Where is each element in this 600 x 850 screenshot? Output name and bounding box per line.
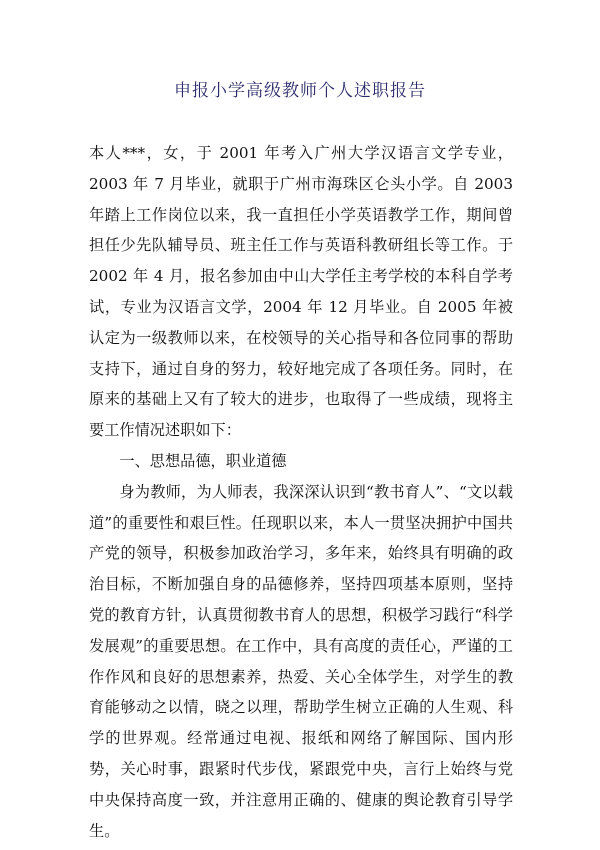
section-paragraph: 身为教师，为人师表，我深深认识到“教书育人”、“文以载道”的重要性和艰巨性。任现职以来，本人一贯坚决拥护中国共产党的领导，积极参加政治学习，多年来，始终具有明确的政治目标，不断加强自身的品德修养，坚持四项基本原则，坚持党的教育方针，认真贯彻教书育人的思想，积极学习践行“科学发展观”的重要思想。在工作中，具有高度的责任心，严谨的工作作风和良好的思想素养，热爱、关心全体学生，对学生的教育能够动之以情，晓之以理，帮助学生树立正确的人生观、科学的世界观。经常通过电视、报纸和网络了解国际、国内形势，关心时事，跟紧时代步伐，紧跟党中央，言行上始终与党中央保持高度一致，并注意用正确的、健康的舆论教育引导学生。 <box>89 482 513 840</box>
document-body <box>89 138 513 846</box>
document-title: 申报小学高级教师个人述职报告 <box>174 81 426 101</box>
intro-paragraph: 本人***，女，于 2001 年考入广州大学汉语言文学专业，2003 年 7 月毕业，就职于广州市海珠区仑头小学。自 2003 年踏上工作岗位以来，我一直担任小学英语教学工作，期间曾担任少先队辅导员、班主任工作与英语科教研组长等工作。于 2002 年 4 月，报名参加由中山大学任主考学校的本科自学考试，专业为汉语言文学，2004 年 12 月毕业。自 2005 年被认定为一级教师以来，在校领导的关心指导和各位同事的帮助支持下，通过自身的努力，较好地完成了各项任务。同时，在原来的基础上又有了较大的进步，也取得了一些成绩，现将主要工作情况述职如下： <box>89 144 513 440</box>
section-heading: 一、思想品德，职业道德 <box>119 451 287 470</box>
